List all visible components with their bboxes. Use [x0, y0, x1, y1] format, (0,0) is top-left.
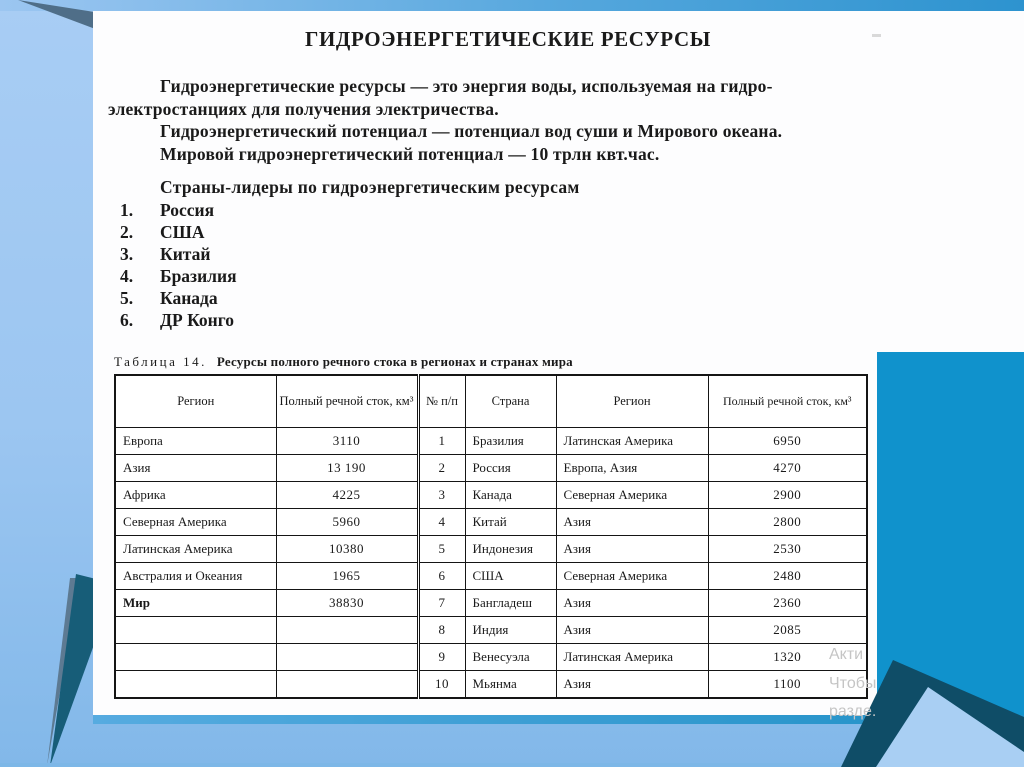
- table-cell: 5: [418, 536, 465, 563]
- table-header-cell: Страна: [465, 375, 556, 428]
- table-cell: Венесуэла: [465, 644, 556, 671]
- table-cell: Азия: [556, 671, 708, 699]
- table-cell: Европа, Азия: [556, 455, 708, 482]
- table-cell: [276, 617, 418, 644]
- list-item: [120, 200, 214, 221]
- table-cell: Латинская Америка: [115, 536, 276, 563]
- table-cell: 1965: [276, 563, 418, 590]
- table-cell: Латинская Америка: [556, 428, 708, 455]
- paragraph-line: Гидроэнергетический потенциал — потенциал вод суши и Мирового океана.: [160, 121, 783, 141]
- table-cell: [276, 671, 418, 699]
- table-row: [115, 428, 867, 455]
- table-cell: Африка: [115, 482, 276, 509]
- table-cell: 38830: [276, 590, 418, 617]
- list-item-number: 5.: [120, 288, 134, 308]
- table-cell: Мьянма: [465, 671, 556, 699]
- table-cell: 2085: [708, 617, 867, 644]
- list-item: [120, 310, 234, 331]
- table-cell: Латинская Америка: [556, 644, 708, 671]
- table-header-cell: Регион: [556, 375, 708, 428]
- table-row: [115, 644, 867, 671]
- table-cell: Россия: [465, 455, 556, 482]
- table-cell: 13 190: [276, 455, 418, 482]
- table-cell: Азия: [556, 617, 708, 644]
- table-cell: Индия: [465, 617, 556, 644]
- table-cell: 3110: [276, 428, 418, 455]
- table-cell: [115, 671, 276, 699]
- table-cell: Канада: [465, 482, 556, 509]
- table-cell: 4225: [276, 482, 418, 509]
- table-cell: Северная Америка: [556, 563, 708, 590]
- table-cell: 6: [418, 563, 465, 590]
- table-cell: Европа: [115, 428, 276, 455]
- table-row: [115, 536, 867, 563]
- table-cell: США: [465, 563, 556, 590]
- table-header-cell: Полный речной сток, км³: [276, 375, 418, 428]
- table-cell: 2900: [708, 482, 867, 509]
- list-item-number: 2.: [120, 222, 134, 242]
- table-row: [115, 671, 867, 699]
- table-row: [115, 455, 867, 482]
- table-cell: Северная Америка: [556, 482, 708, 509]
- table-header-cell: Полный речной сток, км³: [708, 375, 867, 428]
- list-item-number: 6.: [120, 310, 134, 330]
- list-item: [120, 288, 218, 309]
- list-item-number: 4.: [120, 266, 134, 286]
- table-cell: 4270: [708, 455, 867, 482]
- table-cell: 1100: [708, 671, 867, 699]
- table-cell: [115, 644, 276, 671]
- table-cell: 2360: [708, 590, 867, 617]
- watermark-line: Акти: [829, 646, 864, 663]
- list-item-label: Россия: [160, 200, 215, 220]
- table-cell: Мир: [115, 590, 276, 617]
- table-row: [115, 509, 867, 536]
- list-heading: Страны-лидеры по гидроэнергетическим ресурсам: [160, 177, 580, 197]
- table-cell: 10380: [276, 536, 418, 563]
- list-item: [120, 266, 237, 287]
- paragraph-line: Мировой гидроэнергетический потенциал — 10 трлн квт.час.: [160, 144, 660, 164]
- table-cell: [115, 617, 276, 644]
- table-cell: 2800: [708, 509, 867, 536]
- table-row: [115, 563, 867, 590]
- table-row: [115, 617, 867, 644]
- watermark-line: разде.: [829, 703, 877, 720]
- table-cell: 1320: [708, 644, 867, 671]
- table-cell: 7: [418, 590, 465, 617]
- list-item-number: 1.: [120, 200, 134, 220]
- table-caption-label: Таблица 14.: [114, 354, 207, 369]
- table-cell: 1: [418, 428, 465, 455]
- table-caption: [114, 354, 573, 370]
- table-body: [115, 428, 867, 699]
- table-cell: 4: [418, 509, 465, 536]
- table-cell: 6950: [708, 428, 867, 455]
- table-header-row: [115, 375, 867, 428]
- list-item: [120, 244, 210, 265]
- table-cell: 2530: [708, 536, 867, 563]
- list-item-number: 3.: [120, 244, 134, 264]
- top-accent-strip: [0, 0, 1024, 11]
- table-cell: Азия: [115, 455, 276, 482]
- list-item-label: США: [160, 222, 205, 242]
- table-row: [115, 482, 867, 509]
- table-cell: Северная Америка: [115, 509, 276, 536]
- table-row: [115, 590, 867, 617]
- list-item-label: Китай: [160, 244, 211, 264]
- paragraph-line: Гидроэнергетические ресурсы — это энергия воды, используемая на гидро-: [160, 76, 773, 96]
- watermark-line: Чтобы: [829, 674, 877, 692]
- table-cell: Азия: [556, 536, 708, 563]
- table-cell: Азия: [556, 509, 708, 536]
- table-cell: 2: [418, 455, 465, 482]
- table-cell: 8: [418, 617, 465, 644]
- table-cell: 3: [418, 482, 465, 509]
- scan-artifact: [872, 34, 881, 37]
- river-flow-table: [114, 374, 868, 699]
- page-title: ГИДРОЭНЕРГЕТИЧЕСКИЕ РЕСУРСЫ: [305, 27, 711, 51]
- table-cell: Китай: [465, 509, 556, 536]
- paragraph-line: электростанциях для получения электричества.: [108, 99, 499, 119]
- table-cell: 10: [418, 671, 465, 699]
- table-header-cell: № п/п: [418, 375, 465, 428]
- table-cell: 5960: [276, 509, 418, 536]
- table-cell: Азия: [556, 590, 708, 617]
- table-cell: Австралия и Океания: [115, 563, 276, 590]
- list-item: [120, 222, 205, 243]
- table-caption-title: Ресурсы полного речного стока в регионах и странах мира: [216, 354, 573, 369]
- activation-watermark: [829, 641, 877, 723]
- table-cell: Индонезия: [465, 536, 556, 563]
- table-cell: 9: [418, 644, 465, 671]
- list-item-label: Бразилия: [160, 266, 237, 286]
- table-header-cell: Регион: [115, 375, 276, 428]
- table-cell: [276, 644, 418, 671]
- list-item-label: ДР Конго: [160, 310, 235, 330]
- list-item-label: Канада: [160, 288, 218, 308]
- table-cell: Бразилия: [465, 428, 556, 455]
- table-cell: 2480: [708, 563, 867, 590]
- table-cell: Бангладеш: [465, 590, 556, 617]
